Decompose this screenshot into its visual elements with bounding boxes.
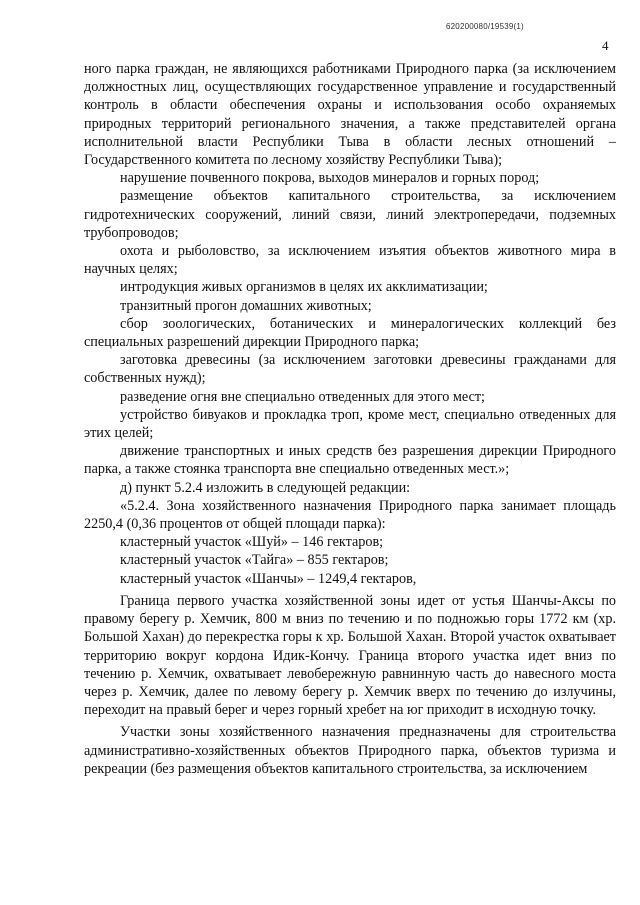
list-item: устройство бивуаков и прокладка троп, кроме мест, специально отведенных для этих целей;	[84, 406, 616, 442]
document-id: 620200080/19539(1)	[446, 22, 524, 31]
clause-5-2-4: «5.2.4. Зона хозяйственного назначения Природного парка занимает площадь 2250,4 (0,36 процентов от общей площади парка):	[84, 497, 616, 533]
list-item: нарушение почвенного покрова, выходов минералов и горных пород;	[120, 170, 540, 187]
list-item: движение транспортных и иных средств без разрешения дирекции Природного парка, а также стоянка транспорта вне специально отведенных мест.»;	[84, 443, 616, 478]
document-body	[84, 60, 616, 778]
cluster-site-item: кластерный участок «Шанчы» – 1249,4 гектаров,	[120, 570, 417, 587]
list-item: размещение объектов капитального строительства, за исключением гидротехнических сооружений, линий связи, линий электропередачи, подземных трубопроводов;	[84, 188, 616, 241]
page-number: 4	[602, 38, 609, 53]
list-item: разведение огня вне специально отведенных для этого мест;	[120, 388, 486, 405]
list-item: заготовка древесины (за исключением заготовки древесины гражданами для собственных нужд);	[84, 352, 616, 387]
cluster-site-item: кластерный участок «Тайга» – 855 гектаров;	[120, 552, 389, 569]
zone-purpose-paragraph: Участки зоны хозяйственного назначения предназначены для строительства административно-хозяйственных объектов Природного парка, объектов туризма и рекреации (без размещения объектов капитального строительства, за исключением	[84, 724, 616, 777]
boundary-description: Граница первого участка хозяйственной зоны идет от устья Шанчы-Аксы по правому берегу р. Хемчик, 800 м вниз по течению и по подножью горы 1772 км (хр. Большой Хахан) до перекрестка горы к хр. Большой Хахан. Второй участок охватывает территорию вокруг кордона Идик-Кончу. Граница второго участка идет вниз по течению р. Хемчик, охватывает левобережную равнинную часть до навесного моста через р. Хемчик, далее по левому берегу р. Хемчик вверх по течению до излучины, переходит на правый берег и через горный хребет на юг приходит в исходную точку.	[84, 592, 616, 719]
list-item: сбор зоологических, ботанических и минералогических коллекций без специальных разрешений дирекции Природного парка;	[84, 315, 616, 351]
cluster-site-item: кластерный участок «Шуй» – 146 гектаров;	[120, 534, 384, 551]
list-item: охота и рыболовство, за исключением изъятия объектов животного мира в научных целях;	[84, 243, 616, 278]
list-item: транзитный прогон домашних животных;	[120, 297, 372, 314]
list-item: интродукция живых организмов в целях их акклиматизации;	[120, 279, 488, 296]
amendment-instruction: д) пункт 5.2.4 изложить в следующей редакции:	[120, 479, 411, 496]
paragraph-continuation: ного парка граждан, не являющихся работниками Природного парка (за исключением должностных лиц, осуществляющих государственное управление и государственный контроль в области обеспечения охраны и использования особо охраняемых природных территорий регионального значения, а также представителей органа исполнительной власти Республики Тыва в области лесных отношений – Государственного комитета по лесному хозяйству Республики Тыва);	[84, 61, 616, 169]
